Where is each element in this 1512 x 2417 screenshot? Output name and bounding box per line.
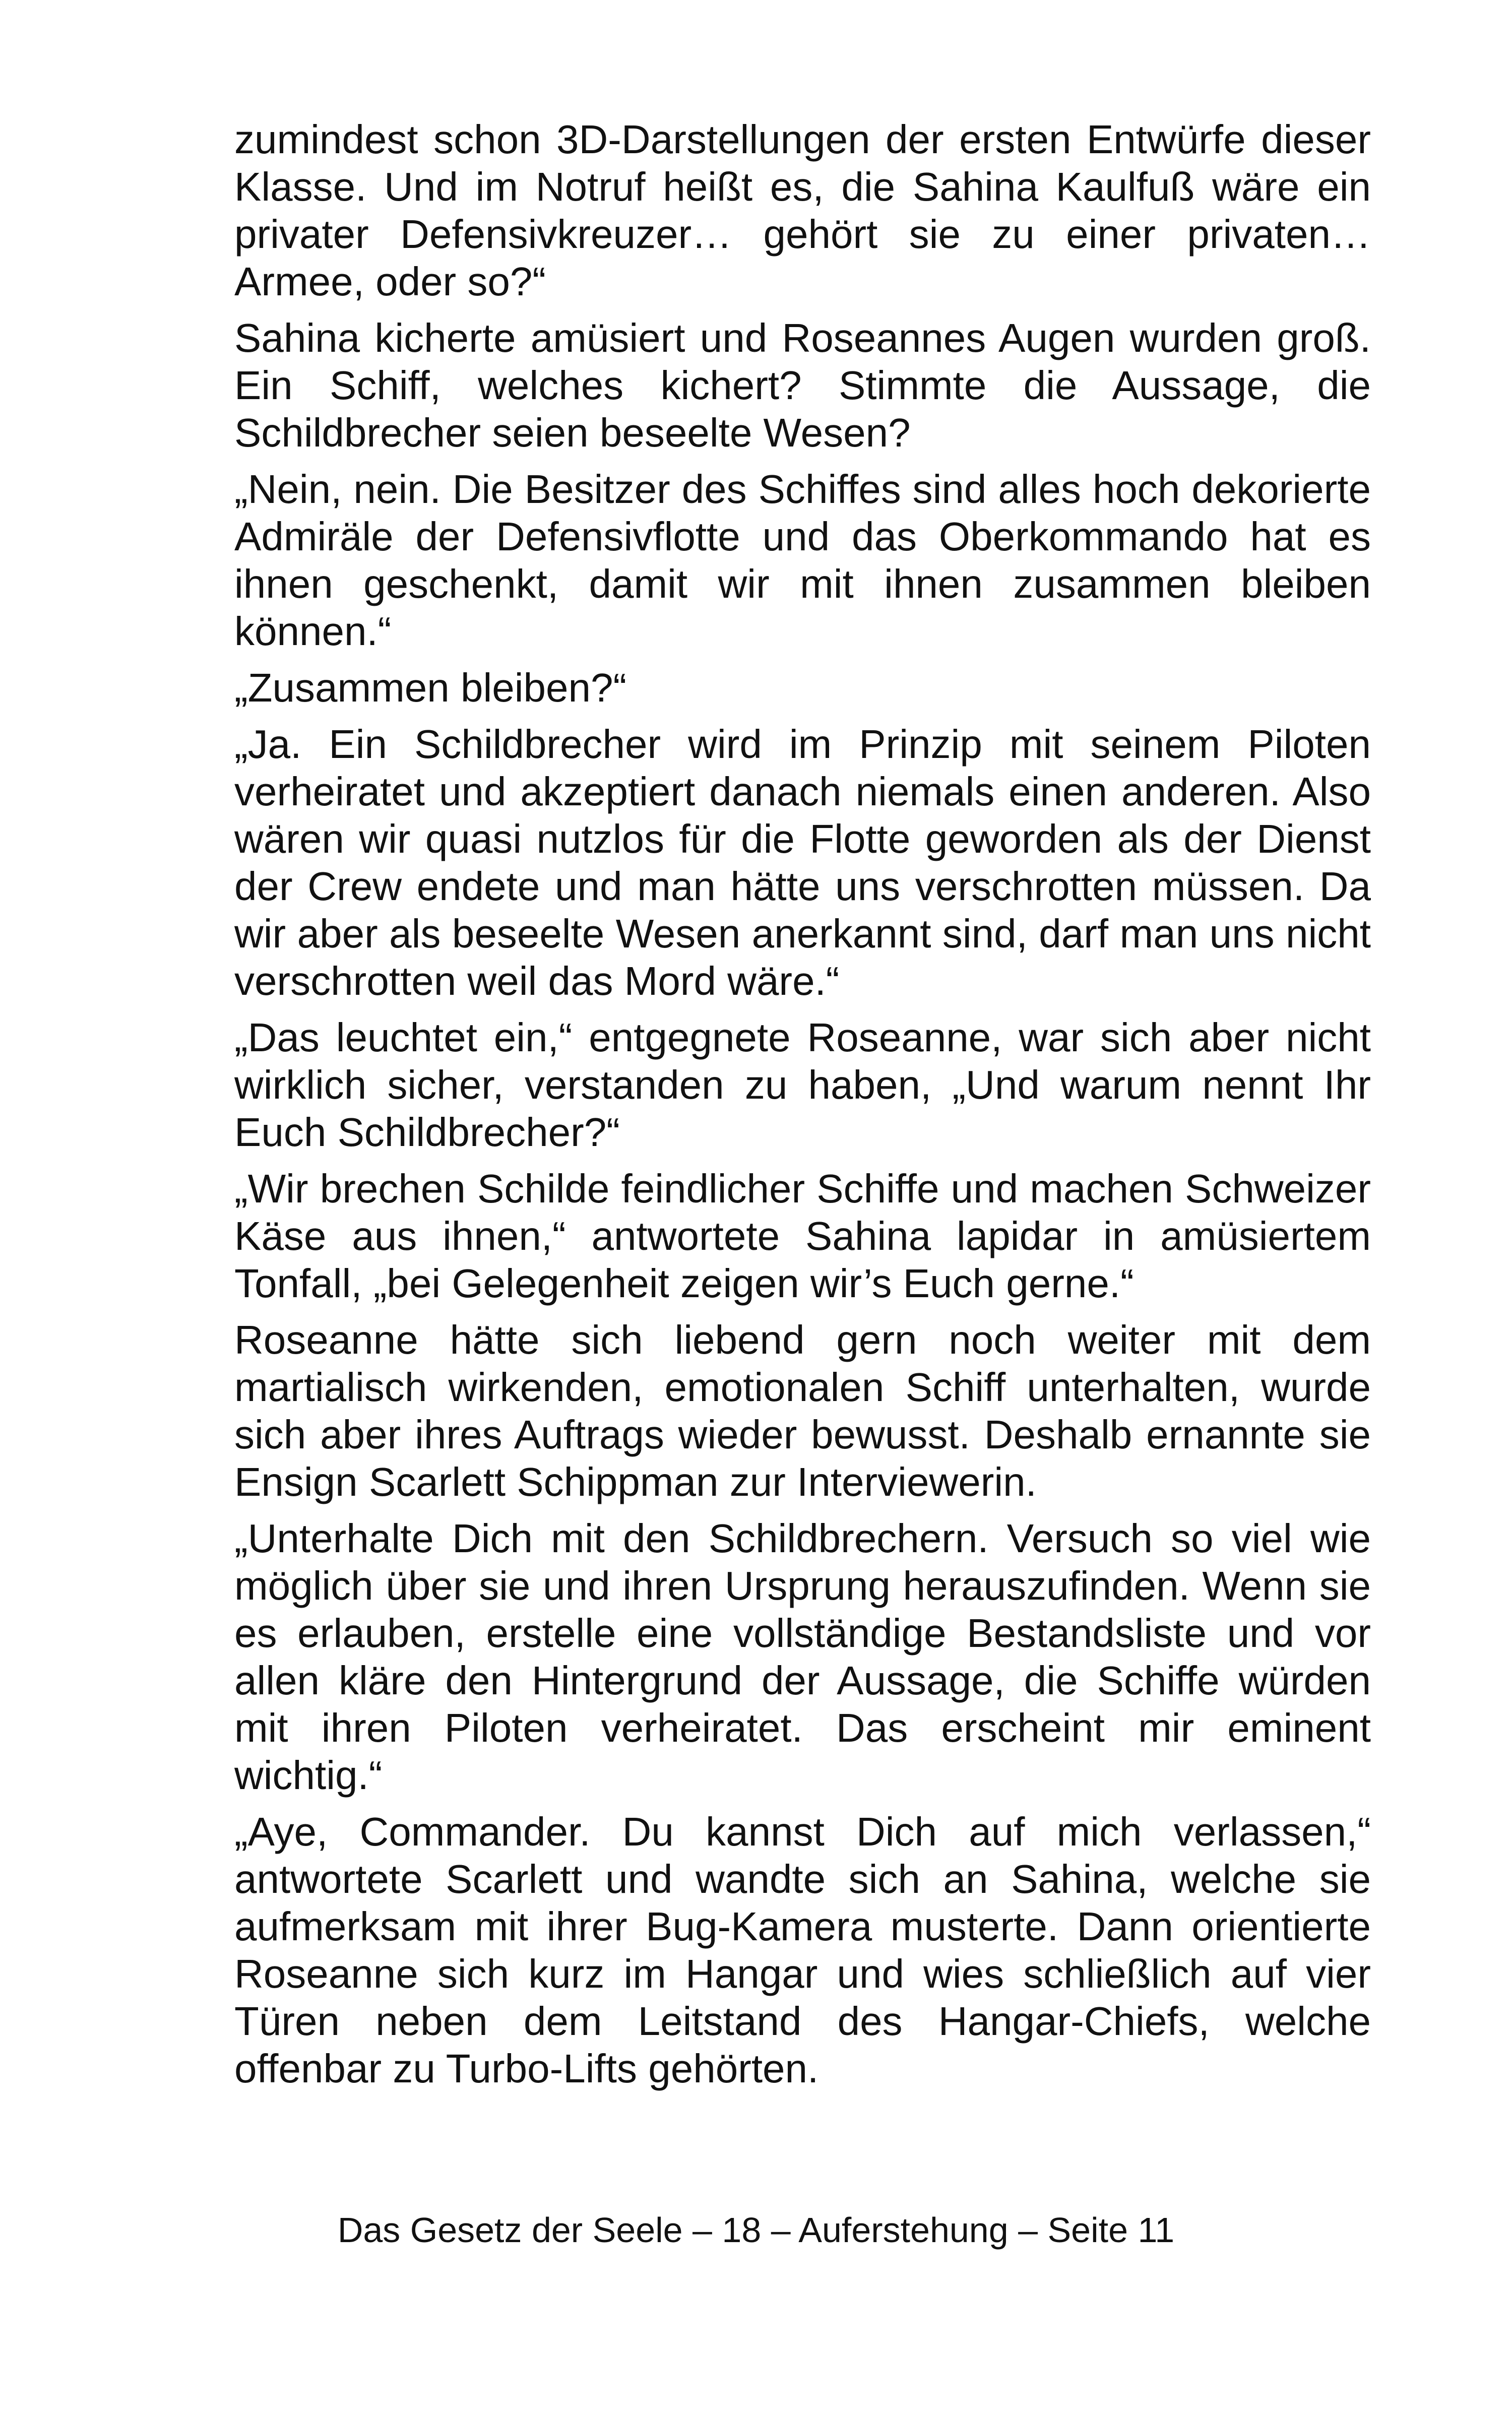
paragraph: „Unterhalte Dich mit den Schildbrechern. Versuch so viel wie möglich über sie und ihren Ursprung herauszufinden. Wenn sie es erlauben, erstelle eine vollständige Bestandsliste und vor allen kläre den Hintergrund der Aussage, die Schiffe würden mit ihren Piloten verheiratet. Das erscheint mir eminent wichtig.“ [234, 1516, 1371, 1798]
paragraph: „Nein, nein. Die Besitzer des Schiffes sind alles hoch dekorierte Admiräle der Defensivflotte und das Oberkommando hat es ihnen geschenkt, damit wir mit ihnen zusammen bleiben können.“ [234, 467, 1371, 654]
paragraph: „Das leuchtet ein,“ entgegnete Roseanne, war sich aber nicht wirklich sicher, verstanden zu haben, „Und warum nennt Ihr Euch Schildbrecher?“ [234, 1015, 1371, 1155]
paragraph: „Aye, Commander. Du kannst Dich auf mich verlassen,“ antwortete Scarlett und wandte sich an Sahina, welche sie aufmerksam mit ihrer Bug-Kamera musterte. Dann orientierte Roseanne sich kurz im Hangar und wies schließlich auf vier Türen neben dem Leitstand des Hangar-Chiefs, welche offenbar zu Turbo-Lifts gehörten. [234, 1809, 1371, 2091]
body-text [234, 116, 1371, 2102]
paragraph: „Ja. Ein Schildbrecher wird im Prinzip mit seinem Piloten verheiratet und akzeptiert danach niemals einen anderen. Also wären wir quasi nutzlos für die Flotte geworden als der Dienst der Crew endete und man hätte uns verschrotten müssen. Da wir aber als beseelte Wesen anerkannt sind, darf man uns nicht verschrotten weil das Mord wäre.“ [234, 722, 1371, 1003]
paragraph: Roseanne hätte sich liebend gern noch weiter mit dem martialisch wirkenden, emotionalen Schiff unterhalten, wurde sich aber ihres Auftrags wieder bewusst. Deshalb ernannte sie Ensign Scarlett Schippman zur Interviewerin. [234, 1317, 1371, 1504]
page-footer: Das Gesetz der Seele – 18 – Auferstehung – Seite 11 [337, 2210, 1175, 2250]
paragraph: „Wir brechen Schilde feindlicher Schiffe und machen Schweizer Käse aus ihnen,“ antwortete Sahina lapidar in amüsiertem Tonfall, „bei Gelegenheit zeigen wir’s Euch gerne.“ [234, 1166, 1371, 1306]
paragraph: „Zusammen bleiben?“ [234, 665, 627, 710]
paragraph: Sahina kicherte amüsiert und Roseannes Augen wurden groß. Ein Schiff, welches kichert? Stimmte die Aussage, die Schildbrecher seien beseelte Wesen? [234, 315, 1371, 455]
paragraph: zumindest schon 3D-Darstellungen der ersten Entwürfe dieser Klasse. Und im Notruf heißt es, die Sahina Kaulfuß wäre ein privater Defensivkreuzer… gehört sie zu einer privaten… Armee, oder so?“ [234, 117, 1371, 304]
